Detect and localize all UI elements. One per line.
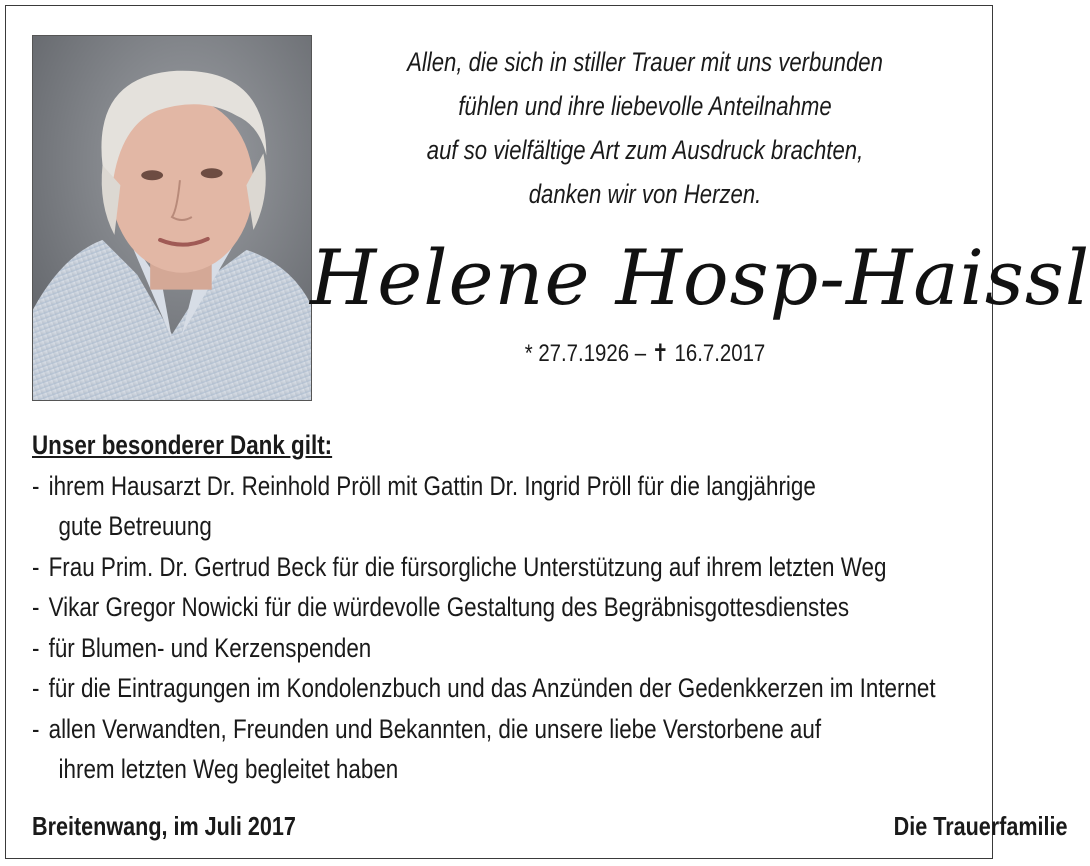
signature: Die Trauerfamilie [894, 811, 1068, 841]
intro-line: auf so vielfältige Art zum Ausdruck brachten, [426, 135, 864, 165]
deceased-name: Helene Hosp-Haissl [310, 233, 1090, 322]
list-item [32, 628, 970, 669]
intro-line: fühlen und ihre liebevolle Anteilnahme [458, 91, 832, 121]
list-item [32, 587, 970, 628]
life-dates: * 27.7.1926 – ✝ 16.7.2017 [524, 340, 766, 367]
list-item [32, 547, 970, 588]
list-dash: - [32, 713, 40, 744]
list-item-line: ihrem letzten Weg begleitet haben [58, 754, 399, 784]
list-item [32, 466, 970, 547]
list-item-line: allen Verwandten, Freunden und Bekannten, die unsere liebe Verstorbene auf [48, 713, 822, 744]
portrait-photo-icon [33, 36, 311, 400]
place-date: Breitenwang, im Juli 2017 [32, 811, 296, 841]
intro-line: danken wir von Herzen. [528, 179, 762, 209]
thanks-section [32, 425, 970, 790]
thanks-heading: Unser besonderer Dank gilt: [32, 430, 333, 460]
list-item-line: ihrem Hausarzt Dr. Reinhold Pröll mit Gattin Dr. Ingrid Pröll für die langjährige [48, 470, 816, 501]
portrait-photo [32, 35, 312, 401]
list-item-line: für Blumen- und Kerzenspenden [48, 632, 372, 663]
list-dash: - [32, 632, 40, 663]
list-item [32, 709, 970, 790]
list-dash: - [32, 592, 40, 622]
list-item [32, 668, 970, 709]
list-dash: - [32, 551, 40, 582]
intro-line: Allen, die sich in stiller Trauer mit uns verbunden [407, 47, 883, 77]
list-dash: - [32, 673, 40, 703]
list-item-line: gute Betreuung [58, 511, 212, 541]
list-item-line: Frau Prim. Dr. Gertrud Beck für die fürsorgliche Unterstützung auf ihrem letzten Weg [48, 551, 887, 582]
intro-text [395, 40, 895, 216]
list-item-line: für die Eintragungen im Kondolenzbuch und das Anzünden der Gedenkkerzen im Internet [48, 673, 936, 703]
list-item-line: Vikar Gregor Nowicki für die würdevolle Gestaltung des Begräbnisgottesdienstes [48, 592, 850, 622]
list-dash: - [32, 470, 40, 501]
